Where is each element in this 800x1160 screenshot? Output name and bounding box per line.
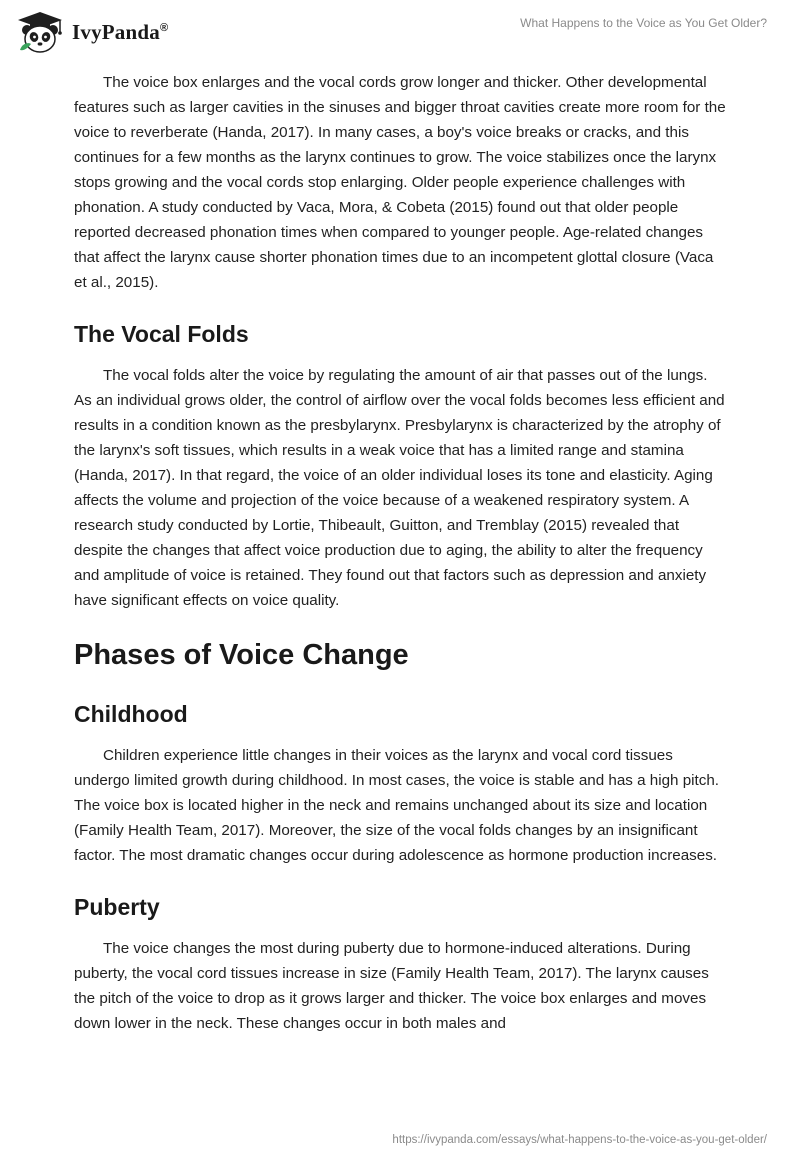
- paragraph: Children experience little changes in their voices as the larynx and vocal cord tissues undergo limited growth during childhood. In most cases, the voice is stable and has a high pitch. The voice box is located higher in the neck and remains unchanged about its size and location (Family Health Team, 2017). Moreover, the size of the vocal folds changes by an insignificant factor. The most dramatic changes occur during adolescence as hormone production increases.: [74, 747, 720, 864]
- panda-graduate-icon: [16, 10, 64, 54]
- page-header: [0, 0, 800, 70]
- source-url[interactable]: https://ivypanda.com/essays/what-happens-to-the-voice-as-you-get-older/: [392, 1134, 767, 1146]
- paragraph: The voice box enlarges and the vocal cords grow longer and thicker. Other developmental features such as larger cavities in the sinuses and bigger throat cavities create more room for the voice to reverberate (Handa, 2017). In many cases, a boy's voice breaks or cracks, and this continues for a few months as the larynx continues to grow. The voice stabilizes once the larynx stops growing and the vocal cords stop enlarging. Older people experience challenges with phonation. A study conducted by Vaca, Mora, & Cobeta (2015) found out that older people reported decreased phonation times when compared to younger people. Age-related changes that affect the larynx cause shorter phonation times due to an incompetent glottal closure (Vaca et al., 2015).: [74, 74, 726, 291]
- heading-vocal-folds: The Vocal Folds: [74, 321, 249, 347]
- paragraph: The vocal folds alter the voice by regulating the amount of air that passes out of the lungs. As an individual grows older, the control of airflow over the vocal folds becomes less efficient and results in a condition known as the presbylarynx. Presbylarynx is characterized by the atrophy of the larynx's soft tissues, which results in a weak voice that has a limited range and stamina (Handa, 2017). In that regard, the voice of an older individual loses its tone and elasticity. Aging affects the volume and projection of the voice because of a weakened respiratory system. A research study conducted by Lortie, Thibeault, Guitton, and Tremblay (2015) revealed that despite the changes that affect voice production due to aging, the ability to alter the frequency and amplitude of voice is retained. They found out that factors such as depression and anxiety have significant effects on voice quality.: [74, 367, 725, 609]
- heading-childhood: Childhood: [74, 701, 188, 727]
- essay-content: [74, 70, 728, 1048]
- document-title: What Happens to the Voice as You Get Older?: [520, 16, 767, 30]
- ivypanda-logo[interactable]: [16, 10, 168, 54]
- heading-phases: Phases of Voice Change: [74, 639, 409, 671]
- paragraph: The voice changes the most during puberty due to hormone-induced alterations. During puberty, the vocal cord tissues increase in size (Family Health Team, 2017). The larynx causes the pitch of the voice to drop as it grows larger and thicker. The voice box enlarges and moves down lower in the neck. These changes occur in both males and: [74, 940, 709, 1032]
- registered-mark: ®: [159, 21, 169, 34]
- logo-wordmark: IvyPanda: [72, 19, 160, 44]
- heading-puberty: Puberty: [74, 894, 160, 920]
